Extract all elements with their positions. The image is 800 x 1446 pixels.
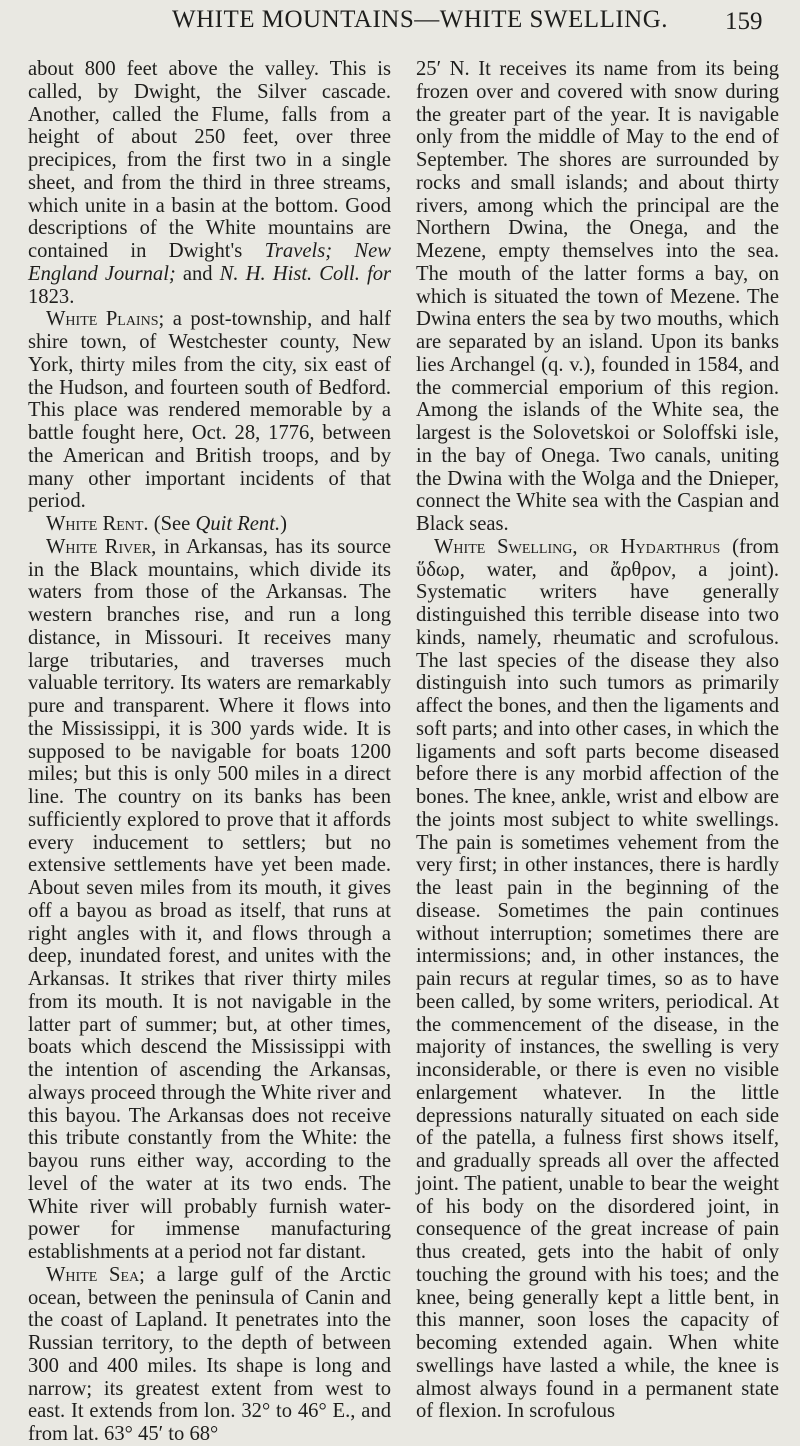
right-column [416, 58, 779, 1423]
entry-heading: White River, [46, 535, 157, 558]
entry-white-plains: White Plains; a post-township, and half shire town, of Westchester county, New York, thirty miles from the city, six east of the Hudson, and fourteen south of Bedford. This place was rendered memorable by a battle fought here, Oct. 28, 1776, between the American and British troops, and by many other important incidents of that period. [28, 308, 391, 513]
entry-heading: White Rent. [46, 513, 149, 535]
entry-white-river: White River, in Arkansas, has its source in the Black mountains, which divide its waters from those of the Arkansas. The western branches rise, and run a long distance, in Missouri. It receives many large tributaries, and traverses much valuable territory. Its waters are remarkably pure and transparent. Where it flows into the Mississippi, it is 300 yards wide. It is supposed to be navigable for boats 1200 miles; but this is only 500 miles in a direct line. The country on its banks has been sufficiently explored to prove that it affords every inducement to settlers; but no extensive settlements have yet been made. About seven miles from its mouth, it gives off a bayou as broad as itself, that runs at right angles with it, and flows through a deep, inundated forest, and unites with the Arkansas. It strikes that river thirty miles from its mouth. It is not navigable in the latter part of summer; but, at other times, boats which descend the Mississippi with the intention of ascending the Arkansas, always proceed through the White river and this bayou. The Arkansas does not receive this tribute constantly from the White: the bayou runs either way, according to the level of the water at its two ends. The White river will probably furnish water-power for immense manufacturing establishments at a period not far distant. [28, 535, 392, 1263]
page-number: 159 [725, 8, 763, 35]
entry-heading: White Swelling, or Hydarthrus [434, 535, 721, 558]
entry-white-rent: White Rent. (See Quit Rent.) [46, 513, 287, 535]
entry-heading: White Sea [46, 1263, 140, 1286]
entry-white-sea-continued: 25′ N. It receives its name from its being frozen over and covered with snow during the greater part of the year. It is navigable only from the middle of May to the end of September. The shores are surrounded by rocks and small islands; and about thirty rivers, among which the principal are the Northern Dwina, the Onega, and the Mezene, empty themselves into the sea. The mouth of the latter forms a bay, on which is situated the town of Mezene. The Dwina enters the sea by two mouths, which are separated by an island. Upon its banks lies Archangel (q. v.), founded in 1584, and the commercial emporium of this region. Among the islands of the White sea, the largest is the Solovetskoi or Soloffski isle, in the bay of Onega. Two canals, uniting the Dwina with the Wolga and the Dnieper, connect the White sea with the Caspian and Black seas. [416, 58, 779, 535]
left-column [28, 58, 391, 1446]
entry-white-swelling: White Swelling, or Hydarthrus (from ὕδωρ, water, and ἄρθρον, a joint). Systematic writers have generally distinguished this terrible disease into two kinds, namely, rheumatic and scrofulous. The last species of the disease they also distinguish into such tumors as primarily affect the bones, and then the ligaments and soft parts; and into other cases, in which the ligaments and soft parts become diseased before there is any morbid affection of the bones. The knee, ankle, wrist and elbow are the joints most subject to white swellings. The pain is sometimes vehement from the very first; in other instances, there is hardly the least pain in the beginning of the disease. Sometimes the pain continues without interruption; sometimes there are intermissions; and, in other instances, the pain recurs at regular times, so as to have been called, by some writers, periodical. At the commencement of the disease, in the majority of instances, the swelling is very inconsiderable, or there is even no visible enlargement whatever. In the little depressions naturally situated on each side of the patella, a fulness first shows itself, and gradually spreads all over the affected joint. The patient, unable to bear the weight of his body on the disordered joint, in consequence of the great increase of pain thus created, gets into the habit of only touching the ground with his toes; and the knee, being generally kept a little bent, in this manner, soon loses the capacity of becoming extended again. When white swellings have lasted a while, the knee is almost always found in a permanent state of flexion. In scrofulous [416, 535, 779, 1423]
cross-reference: Quit Rent. [195, 513, 281, 535]
entry-heading: White Plains [46, 308, 159, 331]
page-header [0, 6, 800, 56]
entry-white-sea: White Sea; a large gulf of the Arctic ocean, between the peninsula of Canin and the coast of Lapland. It penetrates into the Russian territory, to the depth of between 300 and 400 miles. Its shape is long and narrow; its greatest extent from west to east. It extends from lon. 32° to 46° E., and from lat. 63° 45′ to 68° [28, 1263, 392, 1445]
entry-white-mountains-continued: about 800 feet above the valley. This is called, by Dwight, the Silver cascade. Another, called the Flume, falls from a height of about 250 feet, over three precipices, from the first two in a single sheet, and from the third in three streams, which unite in a basin at the bottom. Good descriptions of the White mountains are contained in Dwight's Travels; New England Journal; and N. H. Hist. Coll. for 1823. [28, 58, 392, 308]
running-head: WHITE MOUNTAINS—WHITE SWELLING. [172, 6, 669, 33]
